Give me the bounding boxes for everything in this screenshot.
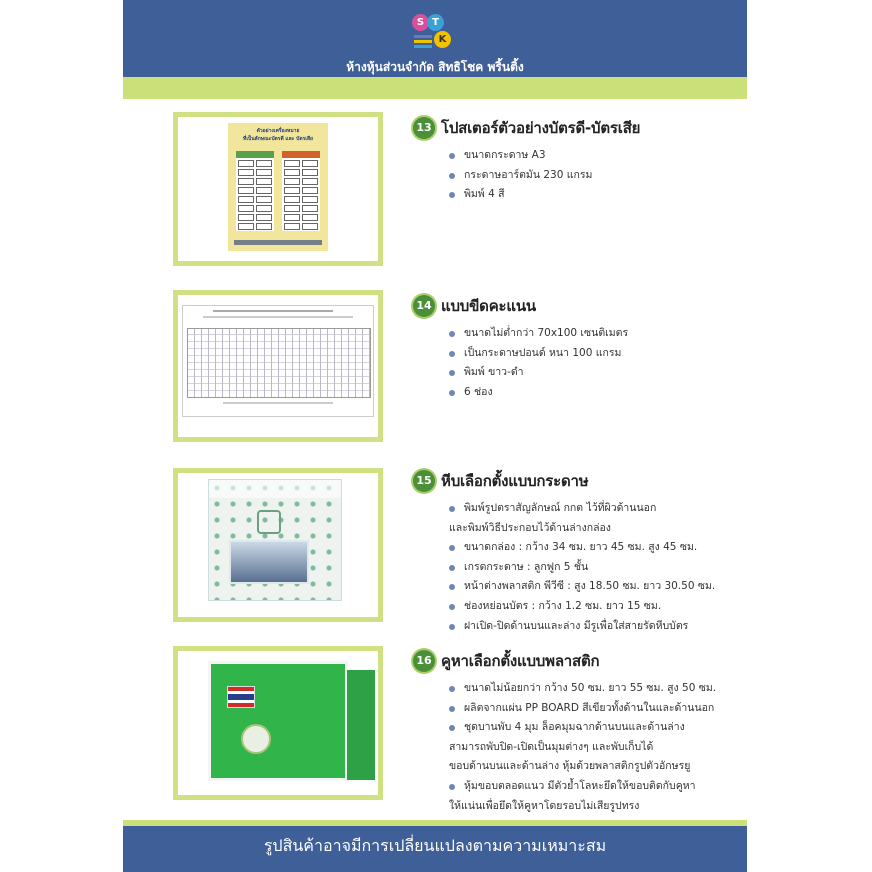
logo-letter-t: T (427, 14, 444, 31)
poster-good-column (236, 151, 274, 231)
poster-image (228, 123, 328, 251)
product-15-specs (449, 499, 743, 636)
stk-logo (412, 14, 456, 58)
poster-bad-column (282, 151, 320, 231)
spec-item: ขนาดกล่อง : กว้าง 34 ซม. ยาว 45 ซม. สูง 45 ซม. (449, 538, 743, 558)
product-number-badge: 16 (413, 650, 435, 672)
spec-item: พิมพ์ 4 สี (449, 185, 743, 205)
product-14-title-row (413, 295, 743, 317)
ect-emblem (257, 510, 281, 534)
product-15-photo (178, 473, 378, 617)
product-16-photo-frame (173, 646, 383, 800)
poster-title: ตัวอย่างเครื่องหมาย ที่เป็นลักษณะบัตรดี และ บัตรเสีย (243, 128, 313, 142)
catalog-page (123, 0, 747, 872)
product-14-photo-frame (173, 290, 383, 442)
footer-bar (123, 826, 747, 872)
product-title: หีบเลือกตั้งแบบกระดาษ (441, 472, 589, 490)
product-16-photo (178, 651, 378, 795)
logo-bars (414, 35, 432, 50)
spec-item: ขนาดไม่ต่ำกว่า 70x100 เซนติเมตร (449, 324, 743, 344)
spec-item: ชุดบานพับ 4 มุม ล็อคมุมฉากด้านบนและด้านล่าง สามารถพับปิด-เปิดเป็นมุมต่างๆ และพับเก็บได้ ขอบด้านบนและด้านล่าง หุ้มด้วยพลาสติกรูปตัวอักษรยู (449, 718, 743, 777)
product-16-title-row (413, 650, 743, 672)
product-14-info (413, 295, 743, 402)
spec-item: หุ้มขอบตลอดแนว มีตัวย้ำโลหะยึดให้ขอบติดกับคูหา ให้แน่นเพื่อยึดให้คูหาโดยรอบไม่เสียรูปทรง (449, 777, 743, 816)
product-15-info (413, 470, 743, 636)
product-14-specs (449, 324, 743, 402)
product-13-info (413, 117, 743, 205)
spec-item: ฝาเปิด-ปิดด้านบนและล่าง มีรูเพื่อใส่สายรัดหีบบัตร (449, 617, 743, 637)
product-number-badge: 13 (413, 117, 435, 139)
product-13-photo-frame (173, 112, 383, 266)
product-15-title-row (413, 470, 743, 492)
spec-item: พิมพ์รูปตราสัญลักษณ์ กกต ไว้ที่ผิวด้านนอก และพิมพ์วิธีประกอบไว้ด้านล่างกล่อง (449, 499, 743, 538)
header-accent-stripe (123, 77, 747, 99)
thai-flag (227, 686, 255, 708)
spec-item: ขนาดไม่น้อยกว่า กว้าง 50 ซม. ยาว 55 ซม. สูง 50 ซม. (449, 679, 743, 699)
poster-footer-band (234, 240, 322, 245)
product-title: คูหาเลือกตั้งแบบพลาสติก (441, 652, 600, 670)
spec-item: ขนาดกระดาษ A3 (449, 146, 743, 166)
product-13-specs (449, 146, 743, 205)
product-title: โปสเตอร์ตัวอย่างบัตรดี-บัตรเสีย (441, 119, 641, 137)
spec-item: พิมพ์ ขาว-ดำ (449, 363, 743, 383)
product-15-photo-frame (173, 468, 383, 622)
spec-item: กระดาษอาร์ตมัน 230 แกรม (449, 166, 743, 186)
product-16-specs (449, 679, 743, 816)
spec-item: ผลิตจากแผ่น PP BOARD สีเขียวทั้งด้านในและด้านนอก (449, 699, 743, 719)
voting-booth-image (208, 661, 348, 781)
product-number-badge: 14 (413, 295, 435, 317)
product-14-photo (178, 295, 378, 437)
header-bar (123, 0, 747, 77)
spec-item: ช่องหย่อนบัตร : กว้าง 1.2 ซม. ยาว 15 ซม. (449, 597, 743, 617)
product-title: แบบขีดคะแนน (441, 297, 536, 315)
footer-note: รูปสินค้าอาจมีการเปลี่ยนแปลงตามความเหมาะสม (263, 836, 607, 855)
ballot-box-image (208, 479, 342, 601)
logo-letter-k: K (434, 31, 451, 48)
product-16-info (413, 650, 743, 816)
spec-item: หน้าต่างพลาสติก พีวีซี : สูง 18.50 ซม. ยาว 30.50 ซม. (449, 577, 743, 597)
company-name: ห้างหุ้นส่วนจำกัด สิทธิโชค พริ้นติ้ง (346, 60, 524, 74)
product-number-badge: 15 (413, 470, 435, 492)
tally-form-image (182, 305, 374, 417)
spec-item: 6 ช่อง (449, 383, 743, 403)
spec-item: เป็นกระดาษปอนด์ หนา 100 แกรม (449, 344, 743, 364)
logo-letter-s: S (412, 14, 429, 31)
product-13-photo (178, 117, 378, 261)
box-window (229, 540, 309, 584)
product-13-title-row (413, 117, 743, 139)
ect-seal (241, 724, 271, 754)
spec-item: เกรดกระดาษ : ลูกฟูก 5 ชั้น (449, 558, 743, 578)
